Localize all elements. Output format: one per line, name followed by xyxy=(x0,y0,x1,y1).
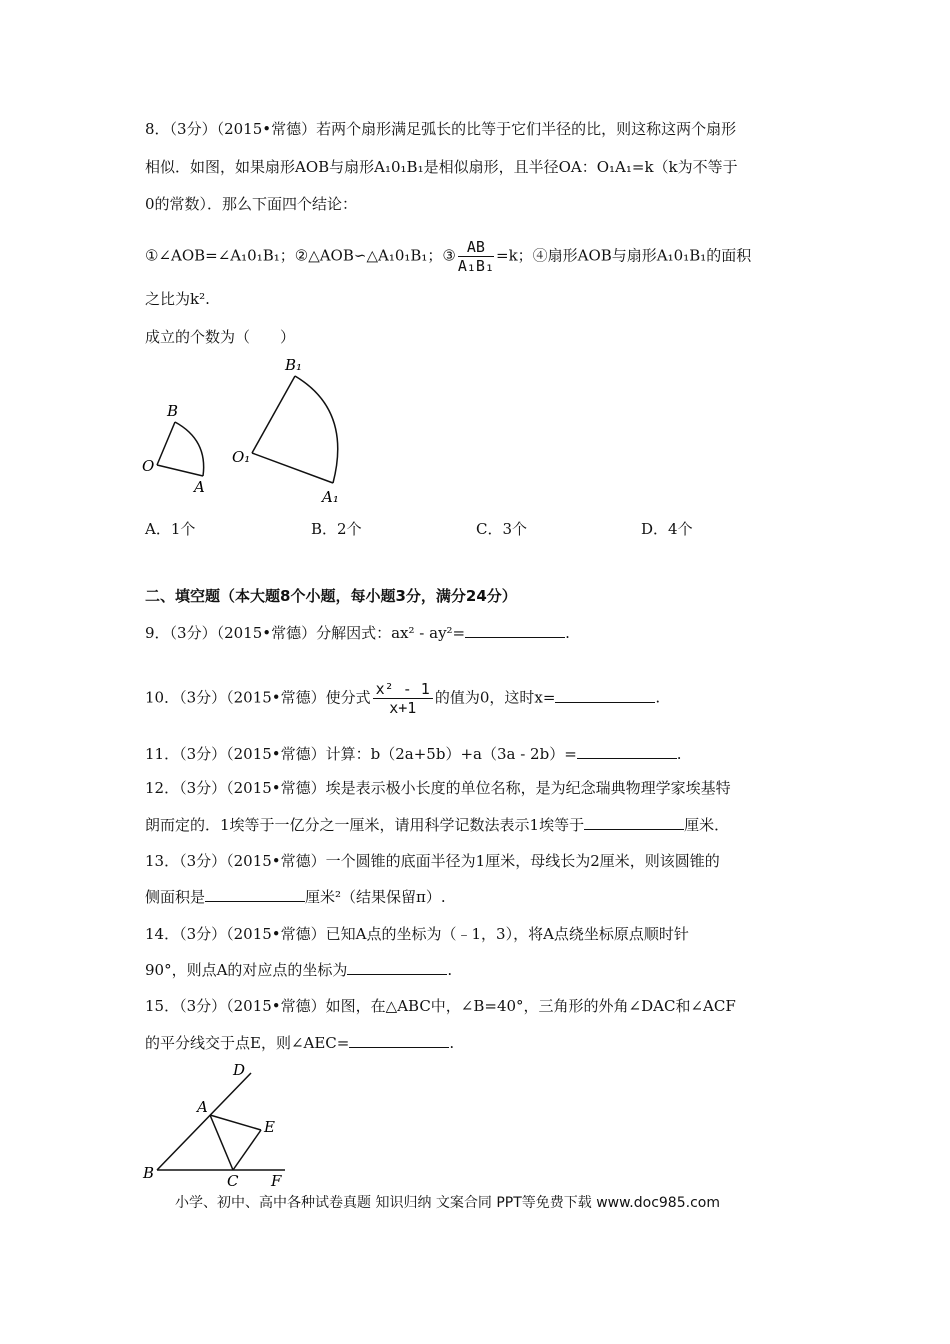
q10-answer-blank[interactable] xyxy=(555,687,655,703)
q12-end: 厘米． xyxy=(684,816,730,834)
label-e: E xyxy=(264,1118,275,1136)
fraction-ab-over-a1b1 xyxy=(458,238,494,275)
q11-end: . xyxy=(676,745,682,763)
q8-line-3: 0的常数）．那么下面四个结论： xyxy=(145,195,358,213)
q10-end: . xyxy=(655,688,661,707)
q10 xyxy=(145,680,660,717)
q14-text: 90°，则点A的对应点的坐标为 xyxy=(145,961,348,979)
label-b1: B₁ xyxy=(285,356,303,374)
q12-line-2 xyxy=(145,814,729,836)
option-d[interactable]: D．4个 xyxy=(641,520,693,538)
sector-figure xyxy=(130,350,370,510)
q13-end: 厘米²（结果保留π）. xyxy=(305,888,446,906)
label-f: F xyxy=(271,1172,282,1190)
q8-line-6: 成立的个数为（ ） xyxy=(145,328,296,346)
option-a[interactable]: A．1个 xyxy=(145,520,196,538)
label-b: B xyxy=(167,402,179,420)
q13-line-2 xyxy=(145,886,446,908)
q8-line-2: 相似．如图，如果扇形AOB与扇形A₁0₁B₁是相似扇形，且半径OA：O₁A₁=k（k为不等于 xyxy=(145,158,738,176)
q14-line-1: 14．（3分）（2015•常德）已知A点的坐标为（﹣1，3），将A点绕坐标原点顺时针 xyxy=(145,925,689,943)
fraction-numerator: AB xyxy=(458,238,494,257)
q11-answer-blank[interactable] xyxy=(577,743,677,759)
q14-end: . xyxy=(447,961,453,979)
q13-text: 侧面积是 xyxy=(145,888,206,906)
q8-line-1: 8．（3分）（2015•常德）若两个扇形满足弧长的比等于它们半径的比，则这称这两个扇形 xyxy=(145,120,737,138)
q10-post: 的值为0，这时x= xyxy=(434,688,556,707)
footer-text: 小学、初中、高中各种试卷真题 知识归纳 文案合同 PPT等免费下载 www.doc985.com xyxy=(175,1195,720,1211)
q8-conclusions-part2: =k；④扇形AOB与扇形A₁0₁B₁的面积 xyxy=(496,246,752,265)
q13-answer-blank[interactable] xyxy=(205,886,305,902)
q14-answer-blank[interactable] xyxy=(347,959,447,975)
q8-conclusions-part1: ①∠AOB=∠A₁0₁B₁；②△AOB∽△A₁0₁B₁；③ xyxy=(145,246,456,265)
q13-line-1: 13．（3分）（2015•常德）一个圆锥的底面半径为1厘米，母线长为2厘米，则该圆锥的 xyxy=(145,852,720,870)
section-2-heading: 二、填空题（本大题8个小题，每小题3分，满分24分） xyxy=(145,587,517,605)
q9 xyxy=(145,622,570,644)
q10-fraction xyxy=(373,680,433,717)
label-a: A xyxy=(197,1098,208,1116)
large-sector xyxy=(232,356,339,506)
q10-fraction-numerator: x² - 1 xyxy=(373,680,433,699)
q12-line-1: 12．（3分）（2015•常德）埃是表示极小长度的单位名称，是为纪念瑞典物理学家埃基特 xyxy=(145,779,731,797)
q12-answer-blank[interactable] xyxy=(584,814,684,830)
label-d: D xyxy=(233,1061,246,1079)
q15-answer-blank[interactable] xyxy=(349,1032,449,1048)
triangle-figure xyxy=(135,1060,305,1190)
label-o1: O₁ xyxy=(232,448,251,466)
label-o: O xyxy=(142,457,155,475)
q15-text: 的平分线交于点E，则∠AEC= xyxy=(145,1034,350,1052)
q9-end: . xyxy=(565,624,570,642)
q9-text: 9．（3分）（2015•常德）分解因式：ax² - ay²= xyxy=(145,624,466,642)
label-a: A xyxy=(194,478,205,496)
q11 xyxy=(145,743,682,765)
q10-pre: 10．（3分）（2015•常德）使分式 xyxy=(145,688,371,707)
option-c[interactable]: C．3个 xyxy=(476,520,528,538)
label-c: C xyxy=(227,1172,239,1190)
q8-line-4 xyxy=(145,238,751,275)
label-b: B xyxy=(143,1164,155,1182)
q15-end: . xyxy=(449,1034,455,1052)
q10-fraction-denominator: x+1 xyxy=(389,699,417,717)
option-b[interactable]: B．2个 xyxy=(311,520,362,538)
label-a1: A₁ xyxy=(322,488,339,506)
fraction-denominator: A₁B₁ xyxy=(457,257,494,275)
q15-line-1: 15．（3分）（2015•常德）如图，在△ABC中，∠B=40°，三角形的外角∠DAC和∠ACF xyxy=(145,997,736,1015)
q8-line-5: 之比为k². xyxy=(145,290,210,308)
q14-line-2 xyxy=(145,959,452,981)
q15-line-2 xyxy=(145,1032,454,1054)
q9-answer-blank[interactable] xyxy=(465,622,565,638)
q11-text: 11．（3分）（2015•常德）计算：b（2a+5b）+a（3a - 2b）= xyxy=(145,745,577,763)
small-sector xyxy=(142,402,205,496)
q12-text: 朗而定的．1埃等于一亿分之一厘米，请用科学记数法表示1埃等于 xyxy=(145,816,585,834)
